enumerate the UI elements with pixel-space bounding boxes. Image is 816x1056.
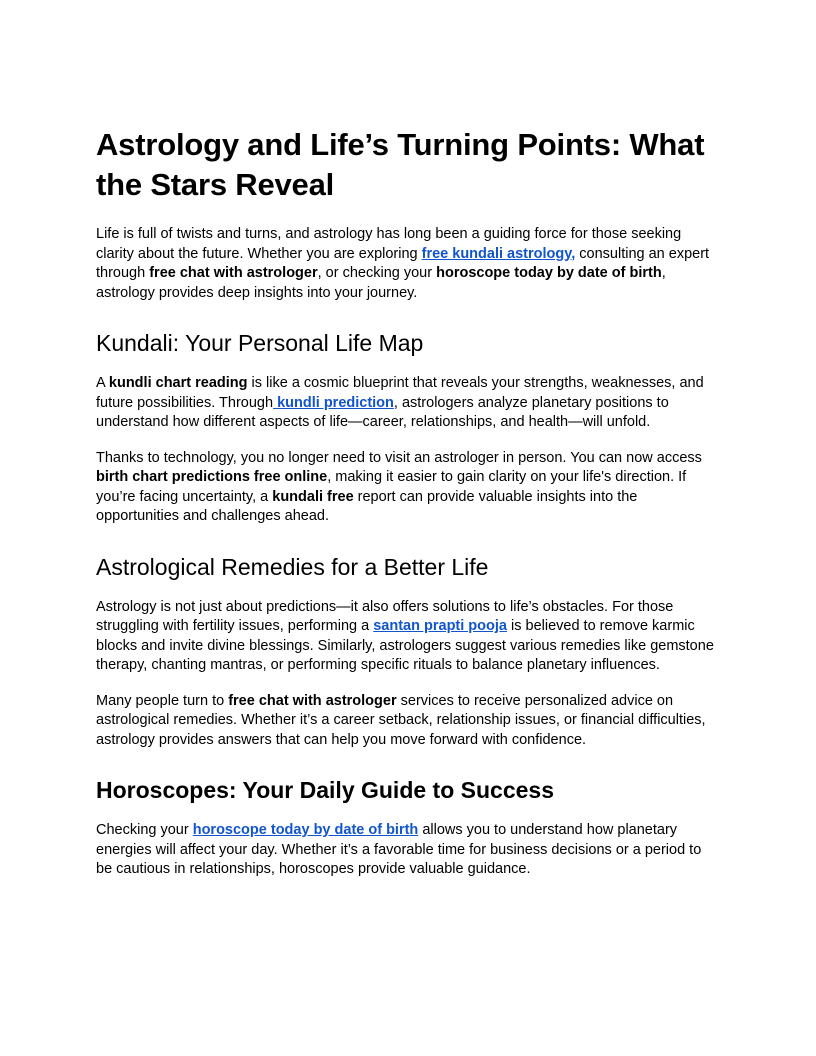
paragraph: Checking your horoscope today by date of birth allows you to understand how planetary energies will affect your day. Whether it’s a favorable time for business decisions or a period to be cautious in relationships, horoscopes provide valuable guidance. [96,822,702,877]
section-remedies [96,552,720,751]
paragraph: A kundli chart reading is like a cosmic blueprint that reveals your strengths, weaknesses, and future possibilities. Through kundli prediction, astrologers analyze planetary positions to understand how different aspects of life—career, relationships, and health—will unfold. [96,375,704,430]
document-page [96,125,720,896]
santan-prapti-pooja-link[interactable]: santan prapti pooja [373,618,507,634]
page-title: Astrology and Life’s Turning Points: What the Stars Reveal [96,127,705,202]
section-kundali [96,328,720,527]
intro-paragraph: Life is full of twists and turns, and astrology has long been a guiding force for those seeking clarity about the future. Whether you are exploring free kundali astrology, consulting an expert through free chat with astrologer, or checking your horoscope today by date of birth, astrology provides deep insights into your journey. [96,226,710,301]
section-horoscopes [96,775,720,880]
section-heading: Horoscopes: Your Daily Guide to Success [96,777,555,803]
free-kundali-astrology-link[interactable]: free kundali astrology, [421,245,576,262]
section-heading: Kundali: Your Personal Life Map [96,330,424,356]
section-heading: Astrological Remedies for a Better Life [96,553,489,580]
kundli-prediction-link[interactable]: kundli prediction [273,394,394,411]
paragraph: Astrology is not just about predictions—it also offers solutions to life’s obstacles. For those struggling with fertility issues, performing a santan prapti pooja is believed to remove karmic blocks and invite divine blessings. Similarly, astrologers suggest various remedies like gemstone therapy, chanting mantras, or performing specific rituals to balance planetary influences. [96,598,714,673]
paragraph: Thanks to technology, you no longer need to visit an astrologer in person. You can now access birth chart predictions free online, making it easier to gain clarity on your life's direction. If you’re facing uncertainty, a kundali free report can provide valuable insights into the opportunities and challenges ahead. [96,449,702,524]
horoscope-today-link[interactable]: horoscope today by date of birth [192,822,419,838]
paragraph: Many people turn to free chat with astrologer services to receive personalized advice on astrological remedies. Whether it’s a career setback, relationship issues, or financial difficulties, astrology provides answers that can help you move forward with confidence. [96,692,706,748]
